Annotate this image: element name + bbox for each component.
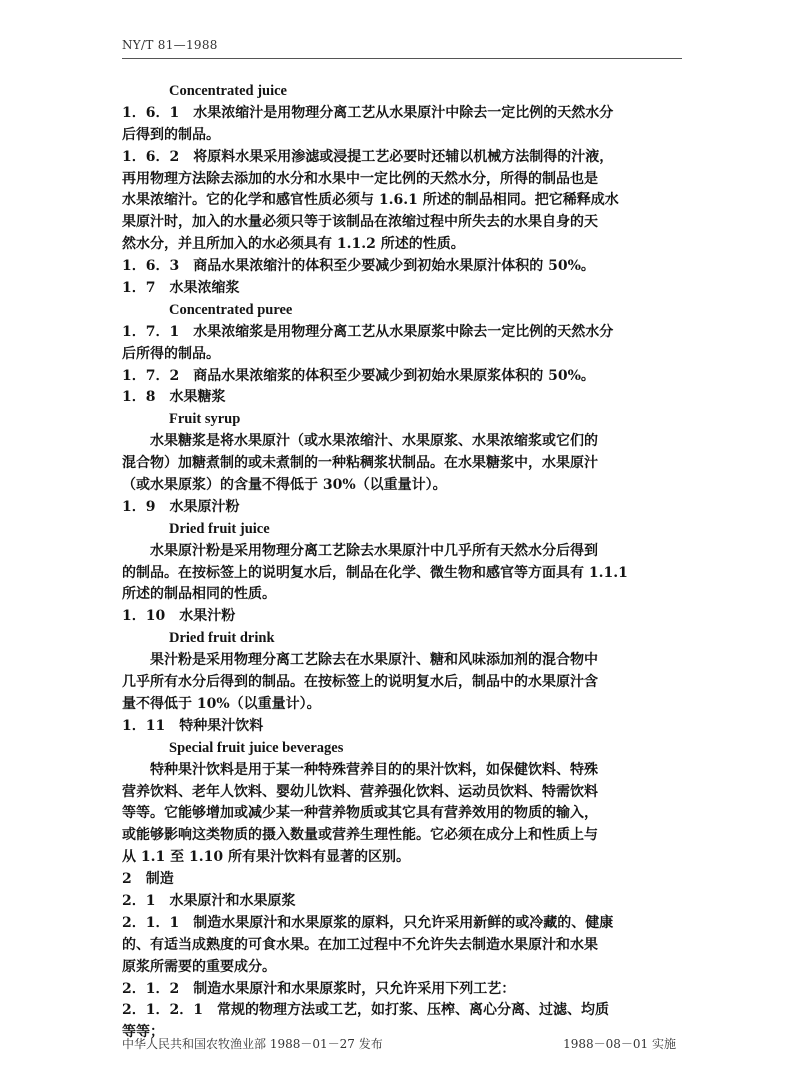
- english-term: Dried fruit drink: [169, 630, 275, 647]
- english-term: Dried fruit juice: [169, 520, 270, 537]
- standard-code: NY/T 81—1988: [122, 38, 218, 52]
- text-line: 2．1．2 制造水果原汁和水果原浆时，只允许采用下列工艺：: [122, 980, 516, 997]
- header-divider: [122, 58, 682, 59]
- text-line: 1．6．3 商品水果浓缩汁的体积至少要减少到初始水果原汁体积的 50%。: [122, 258, 595, 275]
- text-line: 几乎所有水分后得到的制品。在按标签上的说明复水后，制品中的水果原汁含: [122, 674, 598, 691]
- footer-issued: 中华人民共和国农牧渔业部 1988－01－27 发布: [122, 1037, 383, 1051]
- text-line: 果原汁时，加入的水量必须只等于该制品在浓缩过程中所失去的水果自身的天: [122, 214, 598, 231]
- text-line: （或水果原浆）的含量不得低于 30%（以重量计）。: [122, 477, 447, 494]
- english-term: Special fruit juice beverages: [169, 739, 344, 756]
- footer-effective: 1988－08－01 实施: [563, 1037, 676, 1051]
- text-line: 2 制造: [122, 871, 174, 888]
- text-line: 1．7 水果浓缩浆: [122, 280, 240, 297]
- text-line: 量不得低于 10%（以重量计）。: [122, 695, 321, 712]
- text-line: 等等。它能够增加或减少某一种营养物质或其它具有营养效用的物质的输入，: [122, 805, 598, 822]
- text-line: 水果浓缩汁。它的化学和感官性质必须与 1.6.1 所述的制品相同。把它稀释成水: [122, 192, 619, 209]
- text-line: 1．6．1 水果浓缩汁是用物理分离工艺从水果原汁中除去一定比例的天然水分: [122, 104, 614, 121]
- text-line: 从 1.1 至 1.10 所有果汁饮料有显著的区别。: [122, 849, 410, 866]
- text-line: 的制品。在按标签上的说明复水后，制品在化学、微生物和感官等方面具有 1.1.1: [122, 564, 628, 581]
- text-line: 1．10 水果汁粉: [122, 608, 236, 625]
- text-line: 再用物理方法除去添加的水分和水果中一定比例的天然水分，所得的制品也是: [122, 170, 598, 187]
- text-line: 水果糖浆是将水果原汁（或水果浓缩汁、水果原浆、水果浓缩浆或它们的: [150, 433, 598, 450]
- document-body: [122, 81, 692, 1044]
- text-line: 1．11 特种果汁饮料: [122, 717, 264, 734]
- text-line: 2．1．2．1 常规的物理方法或工艺，如打浆、压榨、离心分离、过滤、均质: [122, 1002, 609, 1019]
- text-line: 原浆所需要的重要成分。: [122, 958, 276, 975]
- text-line: 后得到的制品。: [122, 126, 220, 143]
- text-line: 1．9 水果原汁粉: [122, 498, 240, 515]
- text-line: 后所得的制品。: [122, 345, 220, 362]
- text-line: 1．7．1 水果浓缩浆是用物理分离工艺从水果原浆中除去一定比例的天然水分: [122, 323, 614, 340]
- text-line: 所述的制品相同的性质。: [122, 586, 276, 603]
- text-line: 水果原汁粉是采用物理分离工艺除去水果原汁中几乎所有天然水分后得到: [150, 542, 598, 559]
- text-line: 2．1 水果原汁和水果原浆: [122, 892, 296, 909]
- text-line: 然水分，并且所加入的水必须具有 1.1.2 所述的性质。: [122, 236, 465, 253]
- english-term: Concentrated puree: [169, 301, 293, 318]
- text-line: 果汁粉是采用物理分离工艺除去在水果原汁、糖和风味添加剂的混合物中: [150, 652, 598, 669]
- text-line: 1．7．2 商品水果浓缩浆的体积至少要减少到初始水果原浆体积的 50%。: [122, 367, 595, 384]
- text-line: 1．8 水果糖浆: [122, 389, 226, 406]
- text-line: 的、有适当成熟度的可食水果。在加工过程中不允许失去制造水果原汁和水果: [122, 936, 598, 953]
- text-line: 营养饮料、老年人饮料、婴幼儿饮料、营养强化饮料、运动员饮料、特需饮料: [122, 783, 598, 800]
- text-line: 2．1．1 制造水果原汁和水果原浆的原料，只允许采用新鲜的或冷藏的、健康: [122, 914, 614, 931]
- text-line: 1．6．2 将原料水果采用渗滤或浸提工艺必要时还辅以机械方法制得的汁液，: [122, 148, 614, 165]
- english-term: Fruit syrup: [169, 411, 241, 428]
- text-line: 等等；: [122, 1024, 164, 1041]
- text-line: 混合物）加糖煮制的或未煮制的一种粘稠浆状制品。在水果糖浆中，水果原汁: [122, 455, 598, 472]
- english-term: Concentrated juice: [169, 83, 287, 99]
- text-line: 特种果汁饮料是用于某一种特殊营养目的的果汁饮料，如保健饮料、特殊: [150, 761, 598, 778]
- text-line: 或能够影响这类物质的摄入数量或营养生理性能。它必须在成分上和性质上与: [122, 827, 598, 844]
